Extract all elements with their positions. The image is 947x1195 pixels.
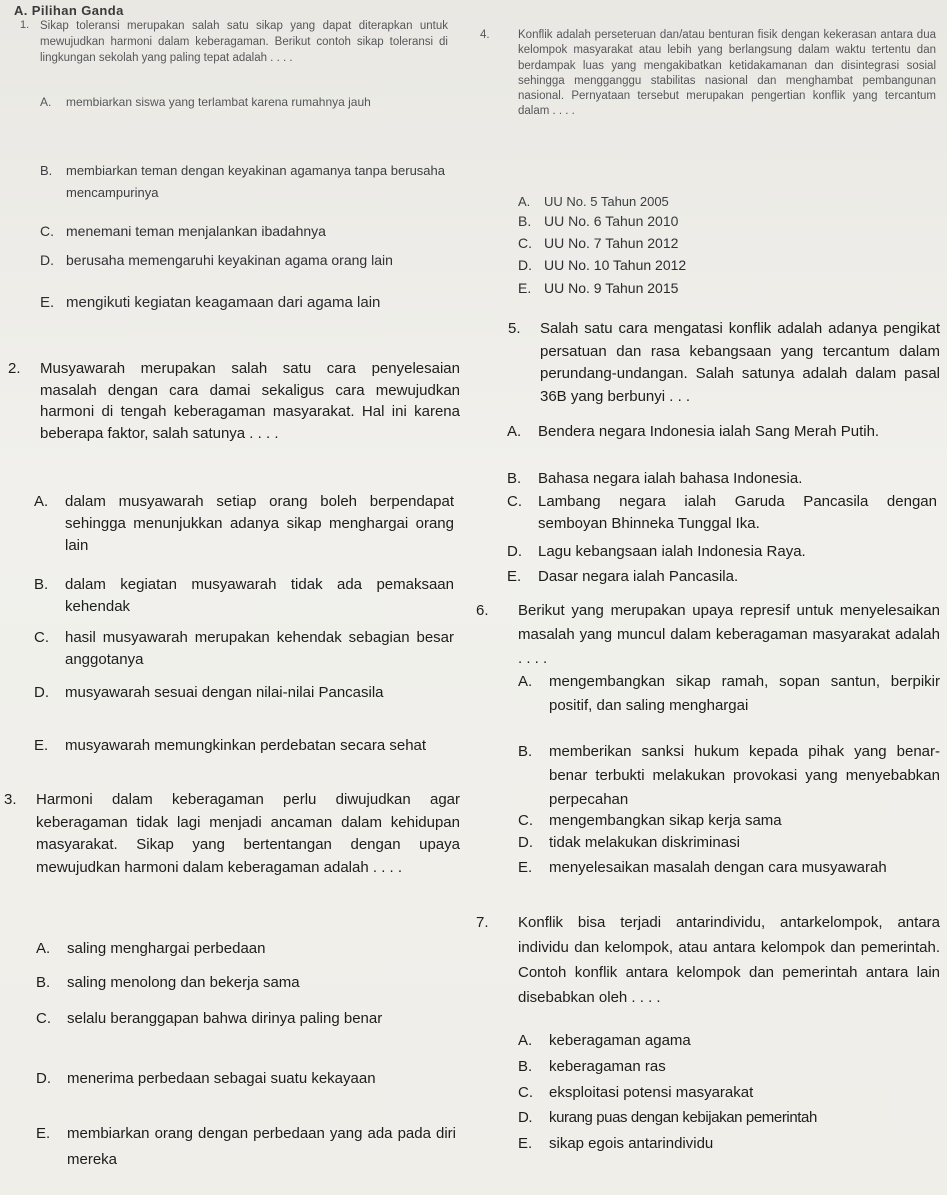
option-text: membiarkan teman dengan keyakinan agamanya tanpa berusaha mencampurinya	[66, 163, 445, 200]
question-text: Salah satu cara mengatasi konflik adalah adanya pengikat persatuan dan rasa kebangsaan yang tercantum dalam perundang-undangan. Salah satunya adalah dalam pasal 36B yang berbunyi . . .	[540, 320, 940, 405]
question-5	[508, 318, 940, 408]
question-number: 1.	[20, 19, 30, 31]
option-text: Dasar negara ialah Pancasila.	[538, 568, 739, 585]
option-letter: B.	[518, 213, 532, 229]
option-text: Bendera negara Indonesia ialah Sang Merah Putih.	[538, 423, 880, 440]
q2-option-c	[34, 627, 454, 671]
q4-option-d	[518, 256, 918, 274]
question-4	[480, 28, 936, 120]
option-letter: A.	[40, 95, 52, 109]
option-letter: C.	[36, 1010, 51, 1027]
option-letter: B.	[518, 1058, 533, 1075]
q4-option-a	[518, 193, 918, 211]
option-letter: D.	[40, 252, 54, 268]
section-heading: A. Pilihan Ganda	[14, 3, 124, 18]
option-letter: A.	[518, 1032, 533, 1049]
q3-option-d	[36, 1066, 448, 1091]
q7-option-c	[518, 1082, 940, 1104]
q5-option-e	[507, 566, 937, 588]
option-text: membiarkan siswa yang terlambat karena rumahnya jauh	[66, 95, 371, 109]
q2-option-d	[34, 682, 454, 704]
option-letter: D.	[507, 543, 522, 560]
option-letter: A.	[34, 493, 49, 510]
q5-option-d	[507, 541, 937, 563]
q5-option-a	[507, 421, 937, 443]
q3-option-a	[36, 938, 456, 960]
option-letter: E.	[518, 280, 532, 296]
question-6	[476, 599, 940, 671]
option-text: UU No. 10 Tahun 2012	[544, 257, 687, 273]
option-text: menemani teman menjalankan ibadahnya	[66, 223, 326, 239]
option-text: UU No. 9 Tahun 2015	[544, 280, 679, 296]
option-text: memberikan sanksi hukum kepada pihak yang benar-benar terbukti melakukan provokasi yang menyebabkan perpecahan	[549, 743, 940, 808]
option-letter: C.	[40, 223, 54, 239]
option-text: keberagaman ras	[549, 1058, 666, 1075]
q2-option-e	[34, 735, 454, 757]
option-text: Lagu kebangsaan ialah Indonesia Raya.	[538, 543, 806, 560]
option-text: eksploitasi potensi masyarakat	[549, 1084, 754, 1101]
option-letter: E.	[34, 737, 49, 754]
q3-option-c	[36, 1006, 448, 1031]
option-text: selalu beranggapan bahwa dirinya paling benar	[67, 1010, 383, 1027]
question-number: 6.	[476, 602, 489, 619]
question-text: Konflik adalah perseteruan dan/atau benturan fisik dengan kekerasan antara dua kelompok masyarakat atau lebih yang berlangsung dalam waktu tertentu dan berdampak luas yang mengakibatkan ketidakamanan dan disintegrasi sosial sehingga mengganggu stabilitas nasional dan menghambat pembangunan nasional. Pernyataan tersebut merupakan pengertian konflik yang tercantum dalam . . . .	[518, 29, 936, 118]
option-text: UU No. 6 Tahun 2010	[544, 213, 679, 229]
option-text: musyawarah memungkinkan perdebatan secara sehat	[65, 737, 427, 754]
option-text: membiarkan orang dengan perbedaan yang ada pada diri mereka	[67, 1125, 456, 1168]
q1-option-c	[40, 221, 460, 241]
question-number: 7.	[476, 914, 489, 931]
q1-option-b	[40, 160, 445, 204]
q1-option-a	[40, 94, 445, 110]
option-letter: D.	[518, 834, 533, 851]
option-text: mengikuti kegiatan keagamaan dari agama lain	[66, 294, 381, 311]
option-text: mengembangkan sikap kerja sama	[549, 812, 782, 829]
q2-option-b	[34, 574, 454, 618]
option-letter: A.	[36, 940, 51, 957]
q7-option-a	[518, 1030, 940, 1052]
q2-option-a	[34, 491, 454, 557]
question-7	[476, 910, 940, 1010]
option-letter: A.	[507, 423, 522, 440]
q1-option-d	[40, 250, 445, 270]
option-text: sikap egois antarindividu	[549, 1135, 714, 1152]
option-letter: C.	[518, 812, 533, 829]
option-text: saling menolong dan bekerja sama	[67, 974, 300, 991]
question-text: Sikap toleransi merupakan salah satu sikap yang dapat diterapkan untuk mewujudkan harmoni dalam keberagaman. Berikut contoh sikap toleransi di lingkungan sekolah yang paling tepat adalah . . . .	[40, 20, 448, 64]
question-text: Harmoni dalam keberagaman perlu diwujudkan agar keberagaman tidak lagi menjadi ancaman dalam kehidupan masyarakat. Sikap yang bertentangan dengan upaya mewujudkan harmoni dalam keberagaman adalah . . . .	[36, 791, 460, 876]
option-text: menyelesaikan masalah dengan cara musyawarah	[549, 859, 887, 876]
q3-option-e	[36, 1121, 456, 1173]
question-number: 5.	[508, 320, 521, 337]
option-letter: B.	[518, 743, 533, 760]
option-text: Bahasa negara ialah bahasa Indonesia.	[538, 470, 803, 487]
option-letter: C.	[518, 235, 532, 251]
option-text: saling menghargai perbedaan	[67, 940, 266, 957]
option-text: musyawarah sesuai dengan nilai-nilai Pancasila	[65, 684, 384, 701]
q7-option-e	[518, 1133, 940, 1155]
question-3	[4, 789, 460, 879]
q1-option-e	[40, 293, 445, 313]
q4-option-b	[518, 212, 918, 230]
option-letter: D.	[34, 684, 49, 701]
q6-option-b	[518, 740, 940, 812]
option-letter: E.	[36, 1125, 51, 1142]
option-letter: D.	[518, 1109, 533, 1126]
question-1	[20, 18, 448, 66]
question-number: 3.	[4, 791, 17, 808]
option-letter: C.	[507, 493, 522, 510]
option-letter: C.	[34, 629, 49, 646]
q7-option-b	[518, 1056, 940, 1078]
option-text: mengembangkan sikap ramah, sopan santun, berpikir positif, dan saling menghargai	[549, 673, 940, 714]
option-letter: E.	[518, 859, 533, 876]
q4-option-c	[518, 234, 918, 252]
option-letter: A.	[518, 673, 533, 690]
option-text: UU No. 5 Tahun 2005	[544, 194, 669, 209]
q7-option-d	[518, 1107, 947, 1129]
option-text: UU No. 7 Tahun 2012	[544, 235, 679, 251]
option-text: Lambang negara ialah Garuda Pancasila dengan semboyan Bhinneka Tunggal Ika.	[538, 493, 937, 532]
option-letter: B.	[507, 470, 522, 487]
option-text: dalam musyawarah setiap orang boleh berpendapat sehingga menunjukkan adanya sikap menghargai orang lain	[65, 493, 454, 554]
question-number: 4.	[480, 29, 490, 41]
q6-option-a	[518, 670, 940, 718]
option-letter: A.	[518, 194, 531, 209]
option-letter: E.	[518, 1135, 533, 1152]
option-letter: D.	[36, 1070, 51, 1087]
option-letter: B.	[34, 576, 49, 593]
question-2	[8, 358, 460, 444]
question-text: Musyawarah merupakan salah satu cara penyelesaian masalah dengan cara damai sekaligus cara mewujudkan harmoni di tengah keberagaman masyarakat. Hal ini karena beberapa faktor, salah satunya . . . .	[40, 360, 460, 442]
option-letter: C.	[518, 1084, 533, 1101]
option-text: menerima perbedaan sebagai suatu kekayaan	[67, 1070, 376, 1087]
q4-option-e	[518, 279, 918, 297]
option-letter: B.	[36, 974, 51, 991]
option-text: keberagaman agama	[549, 1032, 691, 1049]
option-letter: E.	[507, 568, 522, 585]
question-text: Berikut yang merupakan upaya represif untuk menyelesaikan masalah yang muncul dalam keberagaman masyarakat adalah . . . .	[518, 602, 940, 667]
option-letter: B.	[40, 163, 53, 178]
q6-option-c	[518, 810, 940, 832]
q5-option-b	[507, 468, 937, 490]
option-text: dalam kegiatan musyawarah tidak ada pemaksaan kehendak	[65, 576, 454, 615]
option-letter: E.	[40, 294, 55, 311]
option-text: hasil musyawarah merupakan kehendak sebagian besar anggotanya	[65, 629, 454, 668]
option-letter: D.	[518, 257, 532, 273]
question-text: Konflik bisa terjadi antarindividu, antarkelompok, antara individu dan kelompok, atau antara kelompok dan pemerintah. Contoh konflik antara kelompok dan pemerintah antara lain disebabkan oleh . . . .	[518, 914, 940, 1006]
question-number: 2.	[8, 360, 21, 377]
option-text: kurang puas dengan kebijakan pemerintah	[549, 1109, 817, 1126]
option-text: berusaha memengaruhi keyakinan agama orang lain	[66, 252, 393, 268]
q6-option-e	[518, 856, 940, 880]
q3-option-b	[36, 972, 456, 994]
q5-option-c	[507, 491, 937, 535]
q6-option-d	[518, 832, 940, 854]
option-text: tidak melakukan diskriminasi	[549, 834, 740, 851]
